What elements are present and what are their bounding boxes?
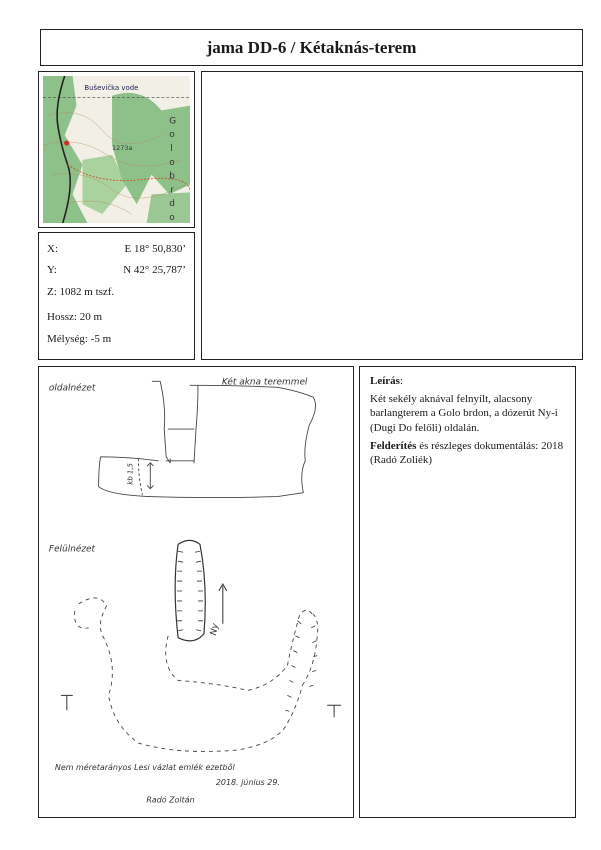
discovery-label: Felderítés (370, 439, 417, 452)
section-view-label: oldalnézet (48, 383, 96, 394)
title-box (40, 29, 583, 66)
plan-section-markers (61, 695, 341, 717)
topographic-map (43, 76, 190, 223)
cave-sketch (38, 366, 354, 818)
discovery-line (370, 439, 565, 468)
sketch-date: 2018. június 29. (215, 777, 280, 787)
section-shaft-right (190, 385, 198, 463)
discovery-text: és részleges dokumentálás: 2018 (Radó Zoliék) (370, 439, 564, 467)
coord-x-label: X: (47, 243, 58, 255)
svg-text:o: o (169, 157, 175, 168)
map-label-elevation: 1273a (112, 143, 133, 152)
north-arrow-icon (219, 584, 227, 624)
plan-pit-ticks (285, 621, 317, 711)
page-title: jama DD-6 / Kétaknás-terem (206, 37, 417, 57)
svg-text:b: b (169, 171, 175, 182)
north-arrow-label: Ny (208, 622, 221, 637)
coord-y-row (47, 264, 186, 278)
coordinates-panel (38, 232, 195, 360)
depth-note: kb 1,5 (126, 463, 135, 485)
coord-x-value: E 18° 50,830’ (124, 243, 186, 255)
svg-text:l: l (170, 143, 173, 154)
svg-text:r: r (170, 185, 174, 196)
coord-y-value: N 42° 25,787’ (123, 264, 186, 276)
description-text: Két sekély aknával felnyílt, alacsony barlangterem a Golo brdon, a dózerút Ny-i (Dugi Do felőli) oldalán. (370, 392, 558, 434)
section-view-note: Két akna teremmel (221, 377, 308, 388)
svg-text:o: o (169, 130, 175, 141)
sketch-footnote: Nem méretarányos Lesi vázlat emlék ezetből (54, 762, 235, 772)
plan-shaft-ticks (177, 551, 203, 630)
sketch-signature: Radó Zoltán (146, 795, 195, 805)
svg-text:o: o (169, 213, 175, 223)
description-heading: Leírás (370, 375, 400, 387)
sketch-drawing (39, 367, 353, 817)
map-label-village: Buševička vode (84, 83, 139, 92)
svg-text:G: G (169, 116, 177, 127)
description-panel (359, 366, 576, 818)
plan-view-label: Felülnézet (48, 544, 96, 555)
coord-y-label: Y: (47, 264, 57, 276)
altitude-line: Z: 1082 m tszf. (47, 286, 115, 298)
photo-placeholder (201, 71, 583, 360)
svg-text:d: d (169, 199, 175, 210)
depth-line: Mélység: -5 m (47, 333, 112, 345)
section-shaft-left (152, 381, 170, 462)
cave-marker-dot (64, 141, 69, 146)
length-line: Hossz: 20 m (47, 311, 102, 323)
location-map (38, 71, 195, 228)
description-heading-line: Leírás: (370, 375, 404, 387)
coord-x-row (47, 243, 186, 257)
